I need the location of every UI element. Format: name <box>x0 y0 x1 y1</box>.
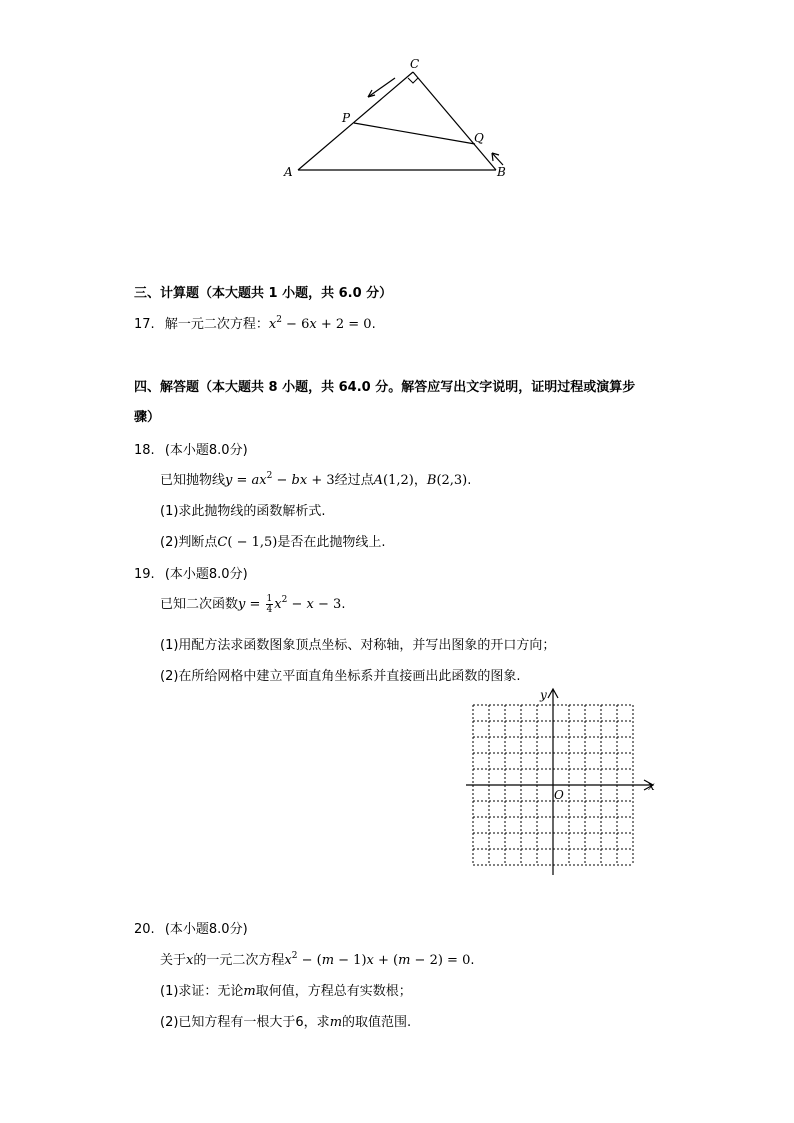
segment-PQ <box>354 123 475 144</box>
label-C: C <box>410 57 420 71</box>
q18-line1: 已知抛物线$y = ax^2$ − bx + 3经过点A(1,2)，B(2,3). <box>160 471 472 488</box>
q17-text: 解一元二次方程： <box>164 317 269 332</box>
q20-part1: (1)求证：无论m取何值，方程总有实数根； <box>160 984 412 999</box>
coordinate-grid-figure <box>460 685 665 880</box>
q19-part2: (2)在所给网格中建立平面直角坐标系并直接画出此函数的图象. <box>160 669 521 684</box>
label-Q: Q <box>474 131 484 145</box>
y-axis-label: y <box>540 688 547 702</box>
q18-number: 18. <box>134 443 155 458</box>
side-AC <box>298 72 413 170</box>
q17-number: 17. <box>134 317 155 332</box>
arrow-c-to-a <box>368 78 395 97</box>
label-A: A <box>284 165 293 179</box>
y-axis <box>548 689 558 875</box>
q20-line1: 关于x的一元二次方程$x^2 - (m - 1)x + (m - 2) = 0$. <box>160 951 475 968</box>
side-BC <box>413 72 496 170</box>
q17-line: 17. 解一元二次方程：$x^2 - 6x + 2 = 0$. <box>134 315 376 332</box>
section4-heading-line1: 四、解答题（本大题共 8 小题，共 64.0 分。解答应写出文字说明，证明过程或演算步 <box>134 380 636 395</box>
triangle-figure <box>270 55 530 190</box>
q20-header <box>134 918 248 937</box>
label-P: P <box>342 111 351 125</box>
label-B: B <box>497 165 506 179</box>
section4-heading-line2: 骤） <box>134 410 161 425</box>
q18-part1: (1)求此抛物线的函数解析式. <box>160 504 326 519</box>
q19-part1: (1)用配方法求函数图象顶点坐标、对称轴，并写出图象的开口方向； <box>160 638 556 653</box>
q19-header <box>134 563 248 582</box>
fraction-one-quarter: $\frac{1}{4}$ <box>266 594 273 615</box>
origin-label: O <box>554 788 564 802</box>
q18-part2: (2)判断点C( − 1,5)是否在此抛物线上. <box>160 535 386 550</box>
q19-line1: 已知二次函数y = $\frac{1}{4}$ $x^2 - x - 3$. <box>160 594 346 615</box>
right-angle-mark <box>408 78 418 83</box>
q18-score: (本小题8.0分) <box>164 443 248 458</box>
arrow-b-to-c <box>492 153 503 165</box>
q20-number: 20. <box>134 922 155 937</box>
q20-part2: (2)已知方程有一根大于6，求m的取值范围. <box>160 1015 412 1030</box>
q19-score: (本小题8.0分) <box>164 567 248 582</box>
section3-heading: 三、计算题（本大题共 1 小题，共 6.0 分） <box>134 286 393 301</box>
q18-header <box>134 439 248 458</box>
x-axis-label: x <box>648 779 655 793</box>
q19-number: 19. <box>134 567 155 582</box>
q20-score: (本小题8.0分) <box>164 922 248 937</box>
